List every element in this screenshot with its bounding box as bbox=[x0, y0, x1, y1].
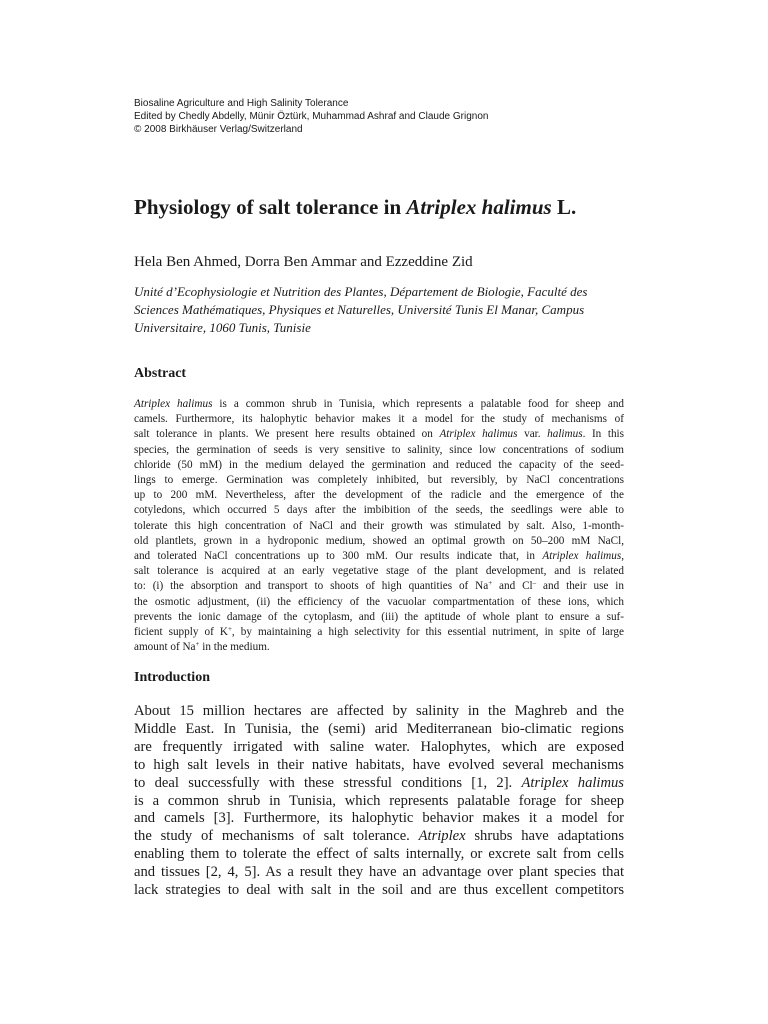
copyright-notice: © 2008 Birkhäuser Verlag/Switzerland bbox=[134, 124, 303, 135]
text-segment: camels. Furthermore, its halophytic behavior makes it a model for the study of mechanisms of bbox=[134, 413, 624, 426]
text-segment: the osmotic adjustment, (ii) the efficiency of the vacuolar compartmentation of these ions, which bbox=[134, 595, 624, 608]
text-segment: amount of Na bbox=[134, 641, 196, 654]
text-segment: in the medium. bbox=[199, 641, 270, 654]
text-segment: and tolerated NaCl concentrations up to 300 mM. Our results indicate that, in bbox=[134, 550, 543, 563]
text-segment: and tissues [2, 4, 5]. As a result they have an advantage over plant species that bbox=[134, 864, 624, 881]
text-segment: is a common shrub in Tunisia, which represents a palatable food for sheep and bbox=[212, 398, 625, 410]
italic-text: Atriplex bbox=[418, 828, 466, 845]
abstract-line bbox=[134, 549, 624, 564]
text-segment: About 15 million hectares are affected by salinity in the Maghreb and the bbox=[134, 703, 624, 719]
text-segment: and Cl bbox=[492, 580, 533, 593]
abstract-line bbox=[134, 564, 624, 579]
text-segment: is a common shrub in Tunisia, which represents palatable forage for sheep bbox=[134, 792, 624, 809]
title-suffix: L. bbox=[551, 195, 577, 219]
introduction-heading: Introduction bbox=[134, 670, 210, 685]
affiliation bbox=[134, 283, 624, 337]
superscript: – bbox=[532, 579, 537, 588]
text-segment: the study of mechanisms of salt tolerance. bbox=[134, 828, 419, 845]
affiliation-line: Universitaire, 1060 Tunis, Tunisie bbox=[134, 320, 311, 335]
abstract-line bbox=[134, 503, 624, 518]
introduction-line bbox=[134, 757, 624, 775]
title-prefix: Physiology of salt tolerance in bbox=[134, 195, 407, 219]
introduction-line bbox=[134, 810, 624, 828]
abstract-line bbox=[134, 458, 624, 473]
text-segment: . In this bbox=[582, 428, 625, 441]
introduction-line bbox=[134, 775, 624, 793]
italic-text: Atriplex halimus bbox=[542, 550, 622, 563]
text-segment: cotyledons, which occurred 5 days after the imbibition of the seeds, the seedlings were able to bbox=[134, 504, 624, 517]
text-segment: lack strategies to deal with salt in the soil and are thus excellent competitors bbox=[134, 882, 624, 899]
abstract-line bbox=[134, 473, 624, 488]
abstract-line bbox=[134, 534, 624, 549]
abstract-line bbox=[134, 610, 624, 625]
author-list: Hela Ben Ahmed, Dorra Ben Ammar and Ezzeddine Zid bbox=[134, 254, 473, 270]
introduction-body bbox=[134, 703, 624, 900]
text-segment: shrubs have adaptations bbox=[465, 828, 624, 845]
introduction-line bbox=[134, 846, 624, 864]
abstract-line bbox=[134, 397, 624, 412]
book-editors: Edited by Chedly Abdelly, Münir Öztürk, Muhammad Ashraf and Claude Grignon bbox=[134, 111, 489, 122]
affiliation-line: Unité d’Ecophysiologie et Nutrition des Plantes, Département de Biologie, Faculté des bbox=[134, 284, 588, 299]
abstract-line bbox=[134, 412, 624, 427]
italic-text: halimus bbox=[547, 428, 583, 441]
text-segment: ficient supply of K bbox=[134, 626, 228, 639]
text-segment: to high salt levels in their native habitats, have evolved several mechanisms bbox=[134, 756, 624, 773]
text-segment: , by maintaining a high selectivity for this essential nutriment, in spite of large bbox=[231, 626, 624, 639]
paper-title bbox=[134, 194, 624, 220]
text-segment: salt tolerance in plants. We present here results obtained on bbox=[134, 428, 440, 441]
text-segment: and camels [3]. Furthermore, its halophytic behavior makes it a model for bbox=[134, 810, 624, 827]
abstract-line bbox=[134, 595, 624, 610]
superscript: + bbox=[227, 625, 232, 634]
text-segment: and their use in bbox=[536, 580, 624, 593]
abstract-heading: Abstract bbox=[134, 366, 187, 381]
introduction-line bbox=[134, 739, 624, 757]
affiliation-line: Sciences Mathématiques, Physiques et Naturelles, Université Tunis El Manar, Campus bbox=[134, 302, 585, 317]
italic-text: Atriplex halimus bbox=[439, 428, 518, 441]
abstract-line bbox=[134, 579, 624, 594]
superscript: + bbox=[488, 579, 493, 588]
introduction-line bbox=[134, 793, 624, 811]
italic-text: Atriplex halimus bbox=[134, 398, 213, 410]
introduction-line bbox=[134, 828, 624, 846]
text-segment: prevents the ionic damage of the cytoplasm, and (iii) the aptitude of whole plant to ensure a suf- bbox=[134, 610, 624, 623]
text-segment: old plantlets, grown in a hydroponic medium, showed an optimal growth on 50–200 mM NaCl, bbox=[134, 534, 624, 547]
text-segment: to: (i) the absorption and transport to shoots of high quantities of Na bbox=[134, 580, 489, 593]
text-segment: salt tolerance is acquired at an early vegetative stage of the plant development, and is related bbox=[134, 565, 624, 578]
text-segment: enabling them to tolerate the effect of salts internally, or excrete salt from cells bbox=[134, 846, 624, 863]
text-segment: , bbox=[621, 550, 625, 563]
text-segment: chloride (50 mM) in the medium delayed the germination and reduced the capacity of the seed- bbox=[134, 458, 624, 471]
text-segment: to deal successfully with these stressful conditions [1, 2]. bbox=[134, 774, 522, 791]
text-segment: up to 200 mM. Nevertheless, after the development of the radicle and the emergence of the bbox=[134, 489, 624, 502]
text-segment: var. bbox=[517, 428, 548, 441]
abstract-line bbox=[134, 488, 624, 503]
superscript: + bbox=[195, 640, 200, 649]
abstract-line bbox=[134, 625, 624, 640]
introduction-line bbox=[134, 721, 624, 739]
abstract-body bbox=[134, 397, 624, 655]
abstract-line bbox=[134, 427, 624, 442]
abstract-line bbox=[134, 443, 624, 458]
abstract-line bbox=[134, 519, 624, 534]
book-title: Biosaline Agriculture and High Salinity Tolerance bbox=[134, 98, 349, 109]
title-species: Atriplex halimus bbox=[406, 195, 552, 219]
text-segment: Middle East. In Tunisia, the (semi) arid Mediterranean bio-climatic regions bbox=[134, 720, 624, 737]
introduction-line bbox=[134, 703, 624, 721]
italic-text: Atriplex halimus bbox=[521, 774, 624, 791]
introduction-line bbox=[134, 882, 624, 900]
abstract-line bbox=[134, 640, 624, 655]
text-segment: lings to emerge. Germination was completely inhibited, but reversibly, by NaCl concentrations bbox=[134, 474, 624, 487]
introduction-line bbox=[134, 864, 624, 882]
text-segment: tolerate this high concentration of NaCl and their growth was stimulated by salt. Also, 1-month- bbox=[134, 519, 624, 532]
text-segment: species, the germination of seeds is very sensitive to salinity, since low concentrations of sodium bbox=[134, 443, 624, 456]
text-segment: are frequently irrigated with saline water. Halophytes, which are exposed bbox=[134, 738, 624, 755]
book-header bbox=[134, 97, 624, 136]
